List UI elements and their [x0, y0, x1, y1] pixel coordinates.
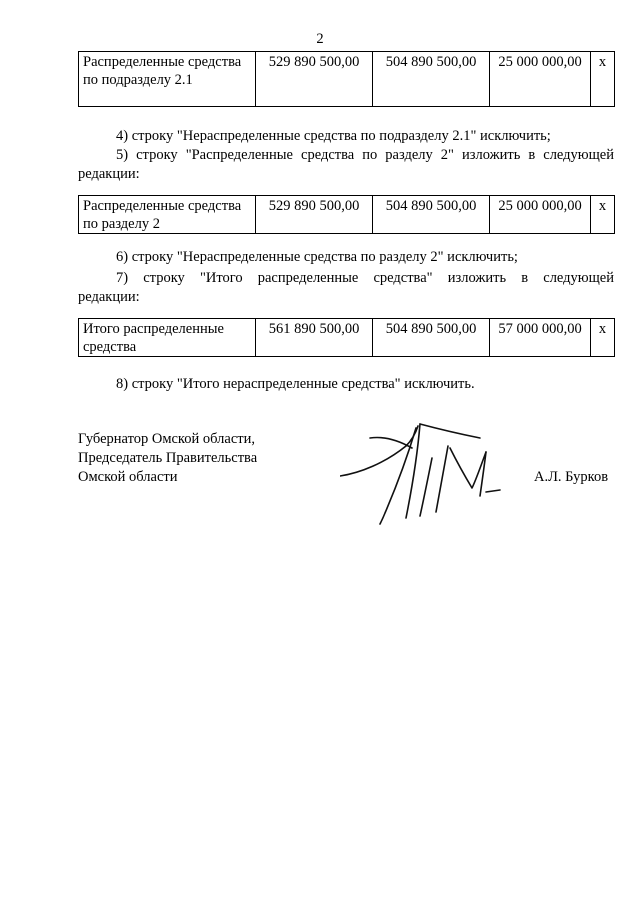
table-row: [79, 52, 615, 107]
budget-table-total: [78, 318, 615, 357]
amount-col2-cell: 504 890 500,00: [373, 319, 490, 357]
budget-table-subsection-2-1: [78, 51, 615, 107]
paragraph-item-7-line-2: редакции:: [78, 289, 140, 305]
signatory-title-line-1: Губернатор Омской области,: [78, 431, 255, 447]
paragraph-item-5-line-2: редакции:: [78, 166, 140, 182]
x-mark-cell: х: [591, 52, 615, 107]
paragraph-item-4: 4) строку "Нераспределенные средства по подразделу 2.1" исключить;: [116, 128, 551, 144]
x-mark-cell: х: [591, 319, 615, 357]
row-name-cell: Распределенные средства по разделу 2: [79, 196, 256, 234]
amount-col3-cell: 25 000 000,00: [490, 196, 591, 234]
paragraph-item-7-line-1: 7) строку "Итого распределенные средства" изложить в следующей: [116, 270, 614, 286]
amount-col3-cell: 57 000 000,00: [490, 319, 591, 357]
table-row: [79, 196, 615, 234]
amount-col2-cell: 504 890 500,00: [373, 52, 490, 107]
row-name-cell: Итого распределенные средства: [79, 319, 256, 357]
amount-col2-cell: 504 890 500,00: [373, 196, 490, 234]
signatory-title-line-3: Омской области: [78, 469, 178, 485]
signatory-title: [78, 430, 338, 487]
signatory-name: А.Л. Бурков: [534, 469, 609, 485]
table-row: [79, 319, 615, 357]
row-name-cell: Распределенные средства по подразделу 2.1: [79, 52, 256, 107]
amount-total-cell: 529 890 500,00: [256, 196, 373, 234]
handwritten-signature: [340, 418, 520, 528]
budget-table-section-2: [78, 195, 615, 234]
paragraph-item-5-line-1: 5) строку "Распределенные средства по разделу 2" изложить в следующей: [116, 147, 614, 163]
paragraph-item-8: 8) строку "Итого нераспределенные средства" исключить.: [116, 376, 475, 392]
signatory-title-line-2: Председатель Правительства: [78, 450, 258, 466]
amount-total-cell: 561 890 500,00: [256, 319, 373, 357]
amount-total-cell: 529 890 500,00: [256, 52, 373, 107]
amount-col3-cell: 25 000 000,00: [490, 52, 591, 107]
x-mark-cell: х: [591, 196, 615, 234]
page-number: 2: [316, 31, 324, 47]
paragraph-item-6: 6) строку "Нераспределенные средства по разделу 2" исключить;: [116, 249, 518, 265]
